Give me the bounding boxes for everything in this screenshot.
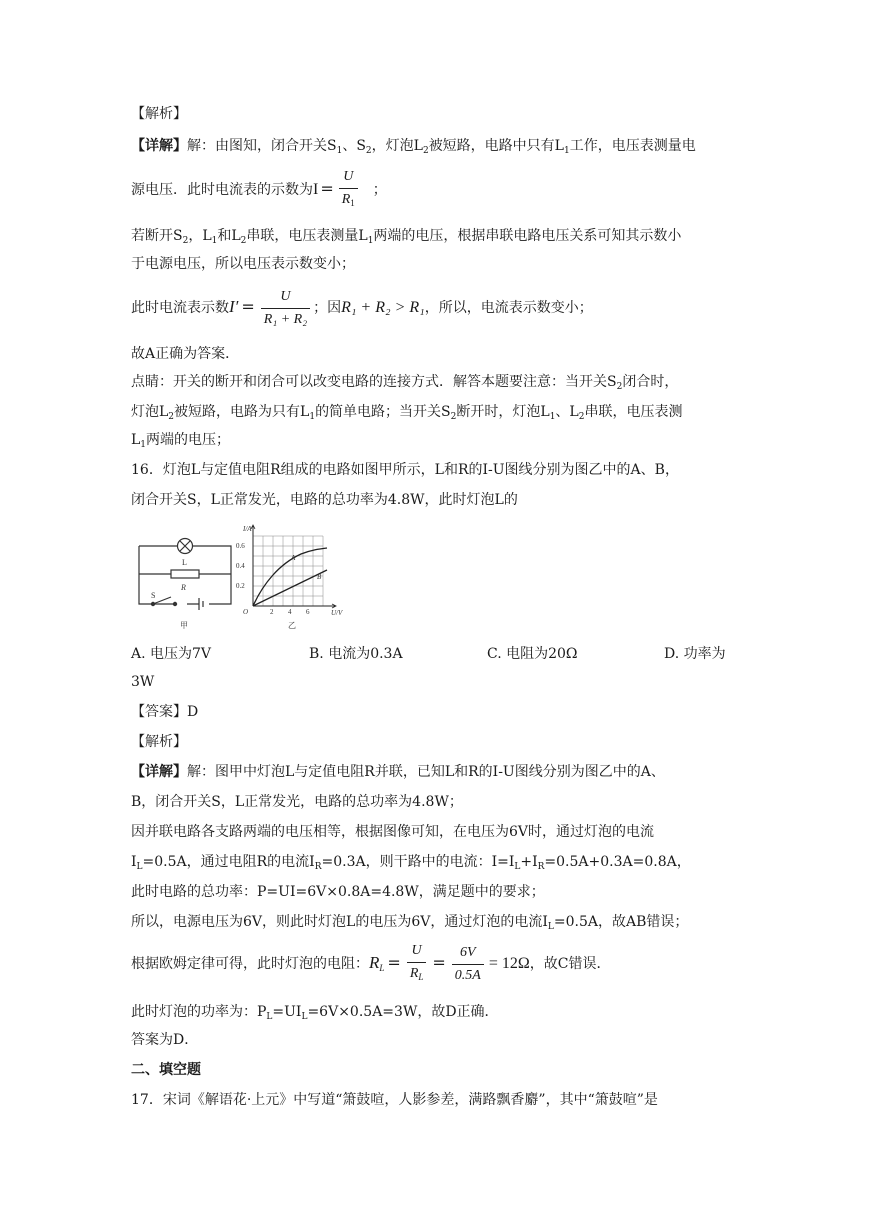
q16-option-c: C. 电阻为20Ω [487, 646, 578, 662]
q16-option-d-wrap: 3W [131, 674, 155, 690]
q16-option-d: D. 功率为 [664, 646, 726, 662]
q17-stem: 17．宋词《解语花·上元》中写道“箫鼓喧，人影参差，满路飘香麝”，其中“箫鼓喧”是 [131, 1092, 658, 1108]
x-axis-label: U/V [331, 609, 343, 617]
q16-detail-line-1: 【详解】解：图甲中灯泡L与定值电阻R并联，已知L和R的I-U图线分别为图乙中的A、 [131, 764, 665, 780]
formula-Iprime-equals-U-over-R1-plus-R2: $\frac{U}{\text{R₁ + R₂}}$ [261, 286, 310, 331]
y-axis-label: I/A [243, 525, 252, 533]
q15-note-line-2: 灯泡$L_2$被短路，电路为只有$L_1$的简单电路；当开关$S_2$断开时，灯泡$L_1$、$L_2$串联，电压表测 [131, 404, 683, 422]
q16-analysis-heading: 【解析】 [131, 734, 187, 750]
q16-detail-line-5: 此时电路的总功率：P=UI=6V×0.8A=4.8W，满足题中的要求； [131, 884, 545, 900]
formula-inequality: R₁ + R₂ > R₁ [341, 299, 425, 316]
q15-detail-line-5: 此时电流表示数I′ = $\frac{U}{\text{R₁ + R₂}}$ ；因R₁ + R₂ > R₁，所以，电流表示数变小； [131, 284, 593, 331]
q16-stem-line-1: 16．灯泡L与定值电阻R组成的电路如图甲所示，L和R的I-U图线分别为图乙中的A、B， [131, 462, 679, 478]
q16-detail-line-3: 因并联电路各支路两端的电压相等，根据图像可知，在电压为6V时，通过灯泡的电流 [131, 824, 655, 840]
q16-detail-line-2: B，闭合开关S，L正常发光，电路的总功率为4.8W； [131, 794, 463, 810]
y-tick-0.2: 0.2 [236, 582, 245, 590]
q15-note-line-3: $L_1$两端的电压； [131, 432, 231, 450]
q16-option-a: A. 电压为7V [131, 646, 212, 662]
q16-detail-line-8: 此时灯泡的功率为：$P_L=UI_L=6V\times 0.5A=3W$，故D正确． [131, 1004, 499, 1022]
y-tick-0.4: 0.4 [236, 562, 245, 570]
x-tick-4: 4 [288, 608, 292, 616]
circuit-label-S: S [151, 591, 156, 600]
q15-detail-line-4: 于电源电压，所以电压表示数变小； [131, 256, 355, 272]
x-tick-6: 6 [306, 608, 310, 616]
q15-detail-line-1: 【详解】解：由图知，闭合开关$S_1$、$S_2$，灯泡$L_2$被短路，电路中只有$L_1$工作，电压表测量电 [131, 138, 696, 156]
graph-caption: 乙 [288, 621, 296, 630]
q16-detail-line-4: $I_L=0.5A$，通过电阻R的电流$I_R=0.3A$，则干路中的电流：$I=I_L+I_R=0.5A+0.3A=0.8A$， [131, 854, 691, 872]
circuit-caption: 甲 [180, 621, 188, 630]
y-tick-0.6: 0.6 [236, 542, 245, 550]
q15-note-line-1: 点睛：开关的断开和闭合可以改变电路的连接方式．解答本题要注意：当开关$S_2$闭合时， [131, 374, 679, 392]
q16-detail-line-7: 根据欧姆定律可得，此时灯泡的电阻：$R_L$ = $\frac{U}{R_L}$ = $\frac{6V}{0.5A}$ = 12Ω，故C错误． [131, 940, 611, 991]
q16-detail-line-6: 所以，电源电压为6V，则此时灯泡L的电压为6V，通过灯泡的电流$I_L=0.5A$，故AB错误； [131, 914, 689, 932]
circuit-label-L: L [182, 558, 187, 567]
q16-final-answer: 答案为D． [131, 1032, 199, 1048]
curve-A-label: A [291, 554, 296, 562]
curve-B-label: B [317, 573, 322, 581]
q16-stem-line-2: 闭合开关S，L正常发光，电路的总功率为4.8W，此时灯泡L的 [131, 492, 518, 508]
x-tick-2: 2 [270, 608, 274, 616]
q16-figure [131, 522, 351, 634]
iu-graph [236, 525, 343, 630]
curve-A [253, 548, 327, 606]
curve-B [253, 570, 327, 606]
q16-detail-label: 【详解】 [131, 764, 187, 780]
formula-U-over-RL: $\frac{U}{R_L}$ [407, 940, 427, 988]
q15-detail-line-3: 若断开$S_2$，$L_1$和$L_2$串联，电压表测量$L_1$两端的电压，根据串联电路电压关系可知其示数小 [131, 228, 682, 246]
q16-answer: 【答案】D [131, 704, 199, 720]
section-heading-fill-in: 二、填空题 [131, 1062, 201, 1078]
q16-option-b: B. 电流为0.3A [309, 646, 403, 662]
q15-analysis-heading: 【解析】 [131, 106, 187, 122]
q15-conclusion: 故A正确为答案． [131, 346, 240, 362]
formula-6V-over-0.5A: $\frac{6V}{0.5A}$ [452, 942, 484, 987]
q15-detail-line-2: 源电压．此时电流表的示数为I = $\frac{U}{R_1}$ ； [131, 166, 387, 214]
origin-label: O [243, 608, 249, 616]
q15-detail-label: 【详解】 [131, 138, 187, 154]
formula-I-equals-U-over-R1: $\frac{U}{R_1}$ [339, 166, 358, 214]
circuit-label-R: R [181, 583, 186, 592]
